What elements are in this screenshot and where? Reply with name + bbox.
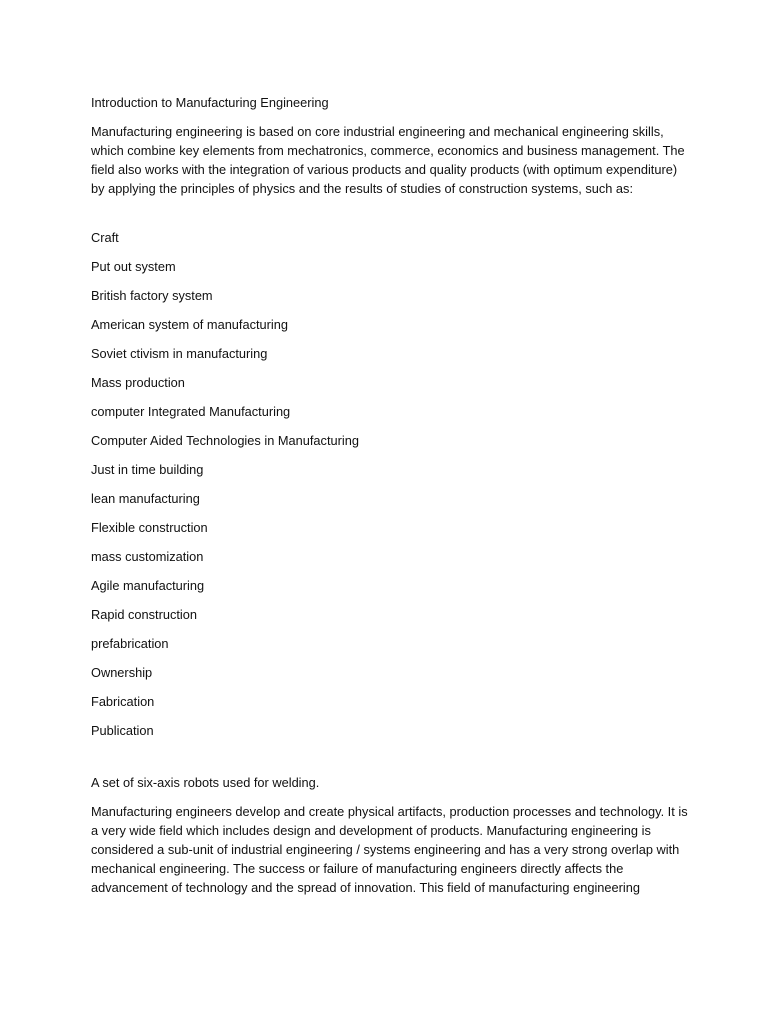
list-item: Agile manufacturing [91, 578, 205, 593]
list-item: prefabrication [91, 636, 169, 651]
body-paragraph: Manufacturing engineers develop and create physical artifacts, production processes and technology. It is a very wide field which includes design and development of products. Manufacturing engineering is considered a sub-unit of industrial engineering / systems engineering and has a very strong overlap with mechanical engineering. The success or failure of manufacturing engineers directly affects the advancement of technology and the spread of innovation. This field of manufacturing engineering [91, 804, 688, 895]
list-item: mass customization [91, 549, 204, 564]
list-item: Mass production [91, 375, 185, 390]
list-item: Soviet ctivism in manufacturing [91, 346, 268, 361]
construction-systems-list [91, 229, 688, 751]
list-item: American system of manufacturing [91, 317, 289, 332]
list-item: Put out system [91, 259, 176, 274]
list-item: computer Integrated Manufacturing [91, 404, 291, 419]
intro-paragraph: Manufacturing engineering is based on core industrial engineering and mechanical engineering skills, which combine key elements from mechatronics, commerce, economics and business management. The field also works with the integration of various products and quality products (with optimum expenditure) by applying the principles of physics and the results of studies of construction systems, such as: [91, 124, 685, 196]
list-item: Publication [91, 723, 154, 738]
list-item: Ownership [91, 665, 153, 680]
image-caption: A set of six-axis robots used for welding. [91, 775, 320, 790]
list-item: Computer Aided Technologies in Manufacturing [91, 433, 359, 448]
document-title: Introduction to Manufacturing Engineering [91, 95, 329, 110]
list-item: Fabrication [91, 694, 155, 709]
list-item: lean manufacturing [91, 491, 200, 506]
list-item: Rapid construction [91, 607, 197, 622]
list-item: Craft [91, 230, 119, 245]
list-item: British factory system [91, 288, 213, 303]
list-item: Flexible construction [91, 520, 208, 535]
list-item: Just in time building [91, 462, 204, 477]
